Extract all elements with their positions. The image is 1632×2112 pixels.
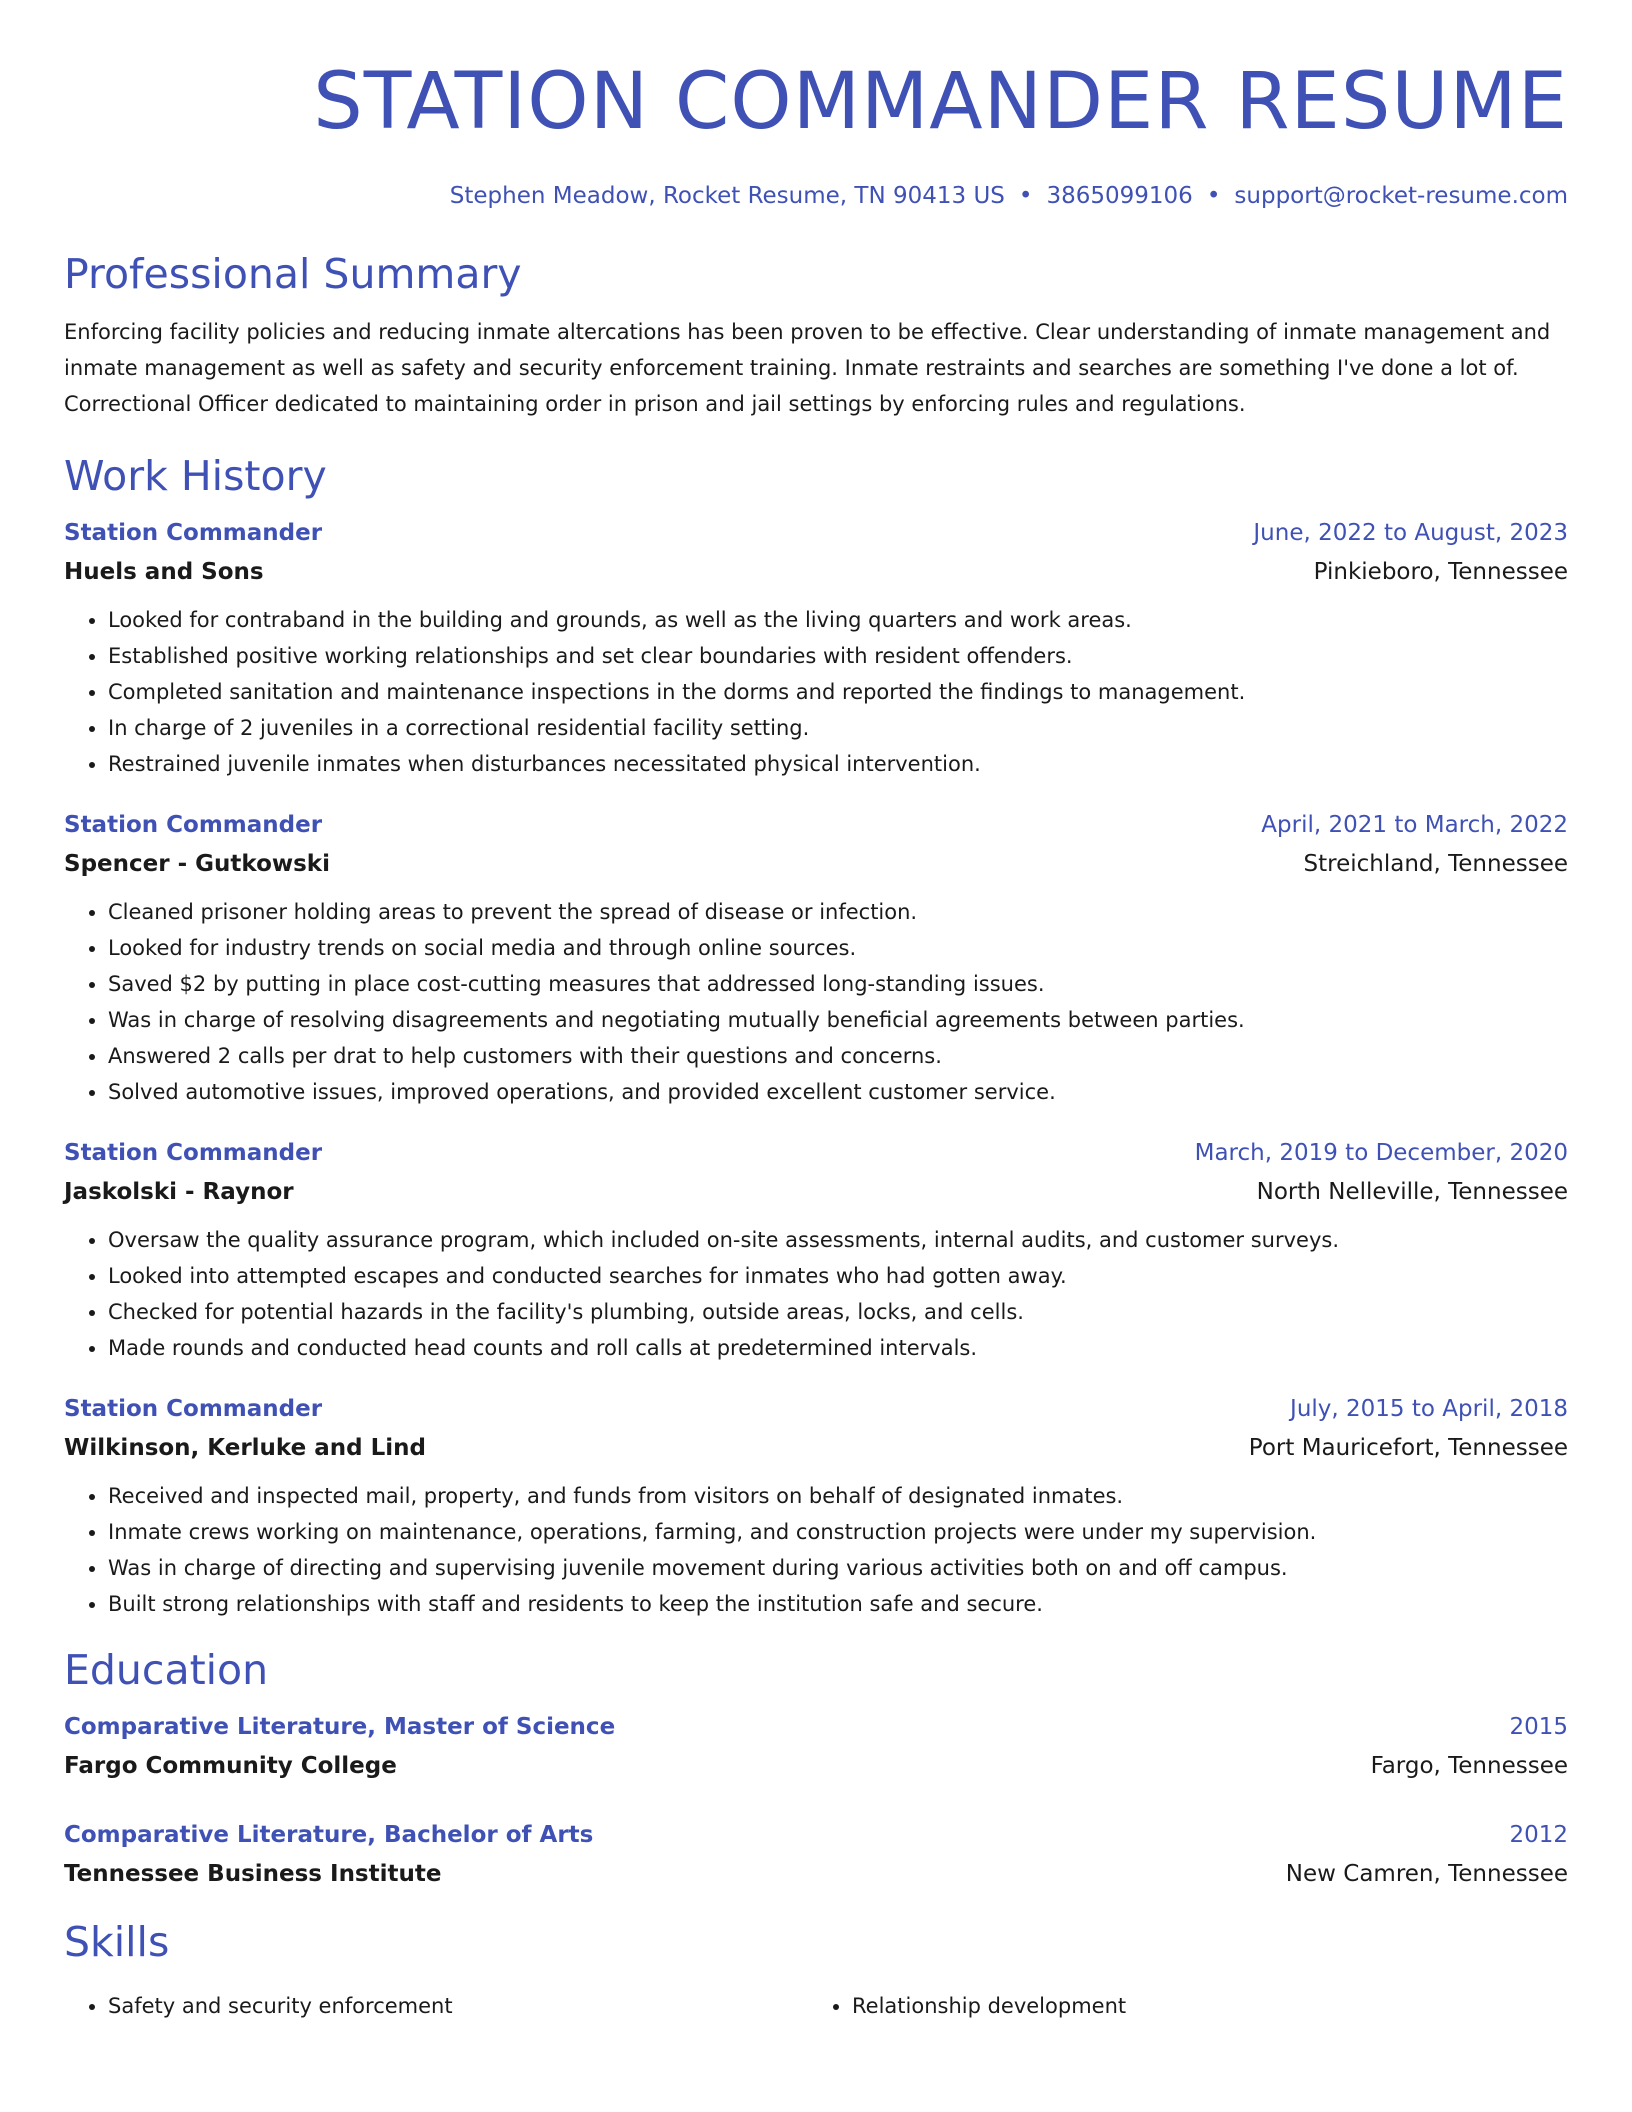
job-bullets bbox=[64, 1222, 1568, 1366]
skill-item: • Relationship development bbox=[852, 1988, 1552, 2024]
job-bullets bbox=[64, 602, 1568, 782]
list-item: • Checked for potential hazards in the facility's plumbing, outside areas, locks, and cells. bbox=[108, 1294, 1568, 1330]
job-entry bbox=[64, 806, 1568, 1110]
section-title-summary: Professional Summary bbox=[64, 250, 522, 298]
list-item: • Was in charge of directing and supervising juvenile movement during various activities both on and off campus. bbox=[108, 1550, 1568, 1586]
job-entry bbox=[64, 1134, 1568, 1366]
skills-column-right bbox=[808, 1988, 1552, 2024]
job-company: Huels and Sons bbox=[64, 559, 264, 585]
job-location: Streichland, Tennessee bbox=[1303, 851, 1568, 877]
list-item: • Established positive working relationships and set clear boundaries with resident offenders. bbox=[108, 638, 1568, 674]
contact-email: support@rocket-resume.com bbox=[1234, 183, 1568, 209]
contact-phone: 3865099106 bbox=[1046, 183, 1193, 209]
list-item: • Oversaw the quality assurance program, which included on-site assessments, internal audits, and customer surveys. bbox=[108, 1222, 1568, 1258]
list-item: • In charge of 2 juveniles in a correctional residential facility setting. bbox=[108, 710, 1568, 746]
job-entry bbox=[64, 1390, 1568, 1622]
education-entry bbox=[64, 1708, 1568, 1786]
job-title: Station Commander bbox=[64, 812, 323, 838]
school-location: Fargo, Tennessee bbox=[1370, 1753, 1568, 1779]
contact-address: Stephen Meadow, Rocket Resume, TN 90413 US bbox=[449, 183, 1005, 209]
list-item: • Restrained juvenile inmates when disturbances necessitated physical intervention. bbox=[108, 746, 1568, 782]
job-company: Jaskolski - Raynor bbox=[64, 1179, 294, 1205]
summary-section bbox=[64, 246, 1568, 422]
school-name: Tennessee Business Institute bbox=[64, 1861, 442, 1887]
list-item: • Looked into attempted escapes and conducted searches for inmates who had gotten away. bbox=[108, 1258, 1568, 1294]
job-title: Station Commander bbox=[64, 520, 323, 546]
section-title-work-history: Work History bbox=[64, 452, 327, 500]
job-location: Pinkieboro, Tennessee bbox=[1313, 559, 1568, 585]
list-item: • Solved automotive issues, improved operations, and provided excellent customer service. bbox=[108, 1074, 1568, 1110]
skills-grid bbox=[64, 1988, 1568, 2024]
list-item: • Looked for contraband in the building and grounds, as well as the living quarters and work areas. bbox=[108, 602, 1568, 638]
school-location: New Camren, Tennessee bbox=[1285, 1861, 1568, 1887]
list-item: • Received and inspected mail, property, and funds from visitors on behalf of designated inmates. bbox=[108, 1478, 1568, 1514]
skills-section bbox=[64, 1914, 1568, 2024]
degree-year: 2012 bbox=[1509, 1822, 1568, 1848]
job-location: North Nelleville, Tennessee bbox=[1256, 1179, 1568, 1205]
list-item: • Built strong relationships with staff and residents to keep the institution safe and secure. bbox=[108, 1586, 1568, 1622]
list-item: • Looked for industry trends on social media and through online sources. bbox=[108, 930, 1568, 966]
resume-title: STATION COMMANDER RESUME bbox=[313, 57, 1568, 147]
list-item: • Saved $2 by putting in place cost-cutting measures that addressed long-standing issues. bbox=[108, 966, 1568, 1002]
job-location: Port Mauricefort, Tennessee bbox=[1248, 1435, 1568, 1461]
job-dates: April, 2021 to March, 2022 bbox=[1261, 812, 1568, 838]
degree-name: Comparative Literature, Master of Science bbox=[64, 1714, 616, 1740]
skills-column-left bbox=[64, 1988, 808, 2024]
degree-year: 2015 bbox=[1509, 1714, 1568, 1740]
job-title: Station Commander bbox=[64, 1140, 323, 1166]
list-item: • Made rounds and conducted head counts and roll calls at predetermined intervals. bbox=[108, 1330, 1568, 1366]
section-title-education: Education bbox=[64, 1646, 269, 1694]
list-item: • Completed sanitation and maintenance inspections in the dorms and reported the findings to management. bbox=[108, 674, 1568, 710]
list-item: • Cleaned prisoner holding areas to prevent the spread of disease or infection. bbox=[108, 894, 1568, 930]
education-section bbox=[64, 1642, 1568, 1894]
job-title: Station Commander bbox=[64, 1396, 323, 1422]
degree-name: Comparative Literature, Bachelor of Arts bbox=[64, 1822, 594, 1848]
list-item: • Inmate crews working on maintenance, operations, farming, and construction projects were under my supervision. bbox=[108, 1514, 1568, 1550]
job-company: Wilkinson, Kerluke and Lind bbox=[64, 1435, 426, 1461]
job-dates: June, 2022 to August, 2023 bbox=[1253, 520, 1568, 546]
job-entry bbox=[64, 514, 1568, 782]
work-history-section bbox=[64, 448, 1568, 1622]
job-bullets bbox=[64, 1478, 1568, 1622]
contact-separator: • bbox=[1206, 183, 1221, 209]
school-name: Fargo Community College bbox=[64, 1753, 397, 1779]
education-entry bbox=[64, 1816, 1568, 1894]
summary-text: Enforcing facility policies and reducing inmate altercations has been proven to be effective. Clear understanding of inmate management and inmate management as well as safety and security enforcement training. Inmate restraints and searches are something I've done a lot of. Correctional Officer dedicated to maintaining order in prison and jail settings by enforcing rules and regulations. bbox=[64, 320, 1551, 416]
job-dates: July, 2015 to April, 2018 bbox=[1290, 1396, 1568, 1422]
contact-line bbox=[64, 180, 1568, 212]
job-company: Spencer - Gutkowski bbox=[64, 851, 330, 877]
section-title-skills: Skills bbox=[64, 1918, 170, 1966]
resume-page bbox=[64, 0, 1568, 2024]
job-bullets bbox=[64, 894, 1568, 1110]
list-item: • Answered 2 calls per drat to help customers with their questions and concerns. bbox=[108, 1038, 1568, 1074]
skill-item: • Safety and security enforcement bbox=[108, 1988, 808, 2024]
contact-separator: • bbox=[1018, 183, 1033, 209]
list-item: • Was in charge of resolving disagreements and negotiating mutually beneficial agreements between parties. bbox=[108, 1002, 1568, 1038]
job-dates: March, 2019 to December, 2020 bbox=[1194, 1140, 1568, 1166]
